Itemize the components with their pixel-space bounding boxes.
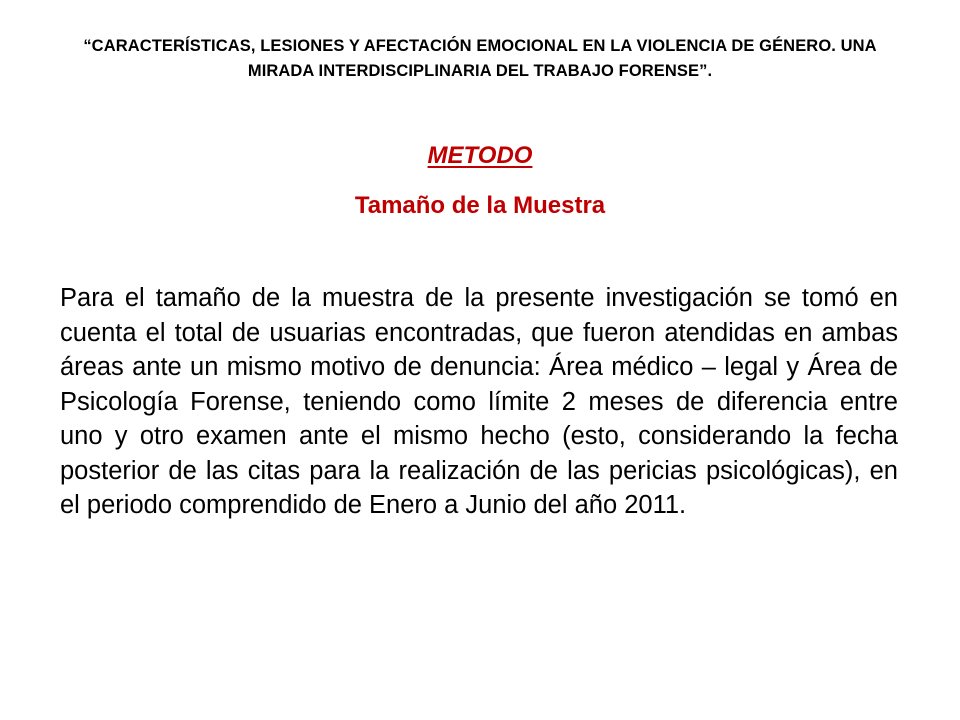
body-paragraph: Para el tamaño de la muestra de la presente investigación se tomó en cuenta el total de usuarias encontradas, que fueron atendidas en ambas áreas ante un mismo motivo de denuncia: Área médico – legal y Área de Psicología Forense, teniendo como límite 2 meses de diferencia entre uno y otro examen ante el mismo hecho (esto, considerando la fecha posterior de las citas para la realización de las pericias psicológicas), en el periodo comprendido de Enero a Junio del año 2011.: [60, 284, 898, 519]
section-heading: METODO: [427, 142, 533, 169]
slide-title: “CARACTERÍSTICAS, LESIONES Y AFECTACIÓN EMOCIONAL EN LA VIOLENCIA DE GÉNERO. UNA MIRADA INTERDISCIPLINARIA DEL TRABAJO FORENSE”.: [83, 37, 877, 80]
sub-heading: Tamaño de la Muestra: [354, 192, 606, 219]
